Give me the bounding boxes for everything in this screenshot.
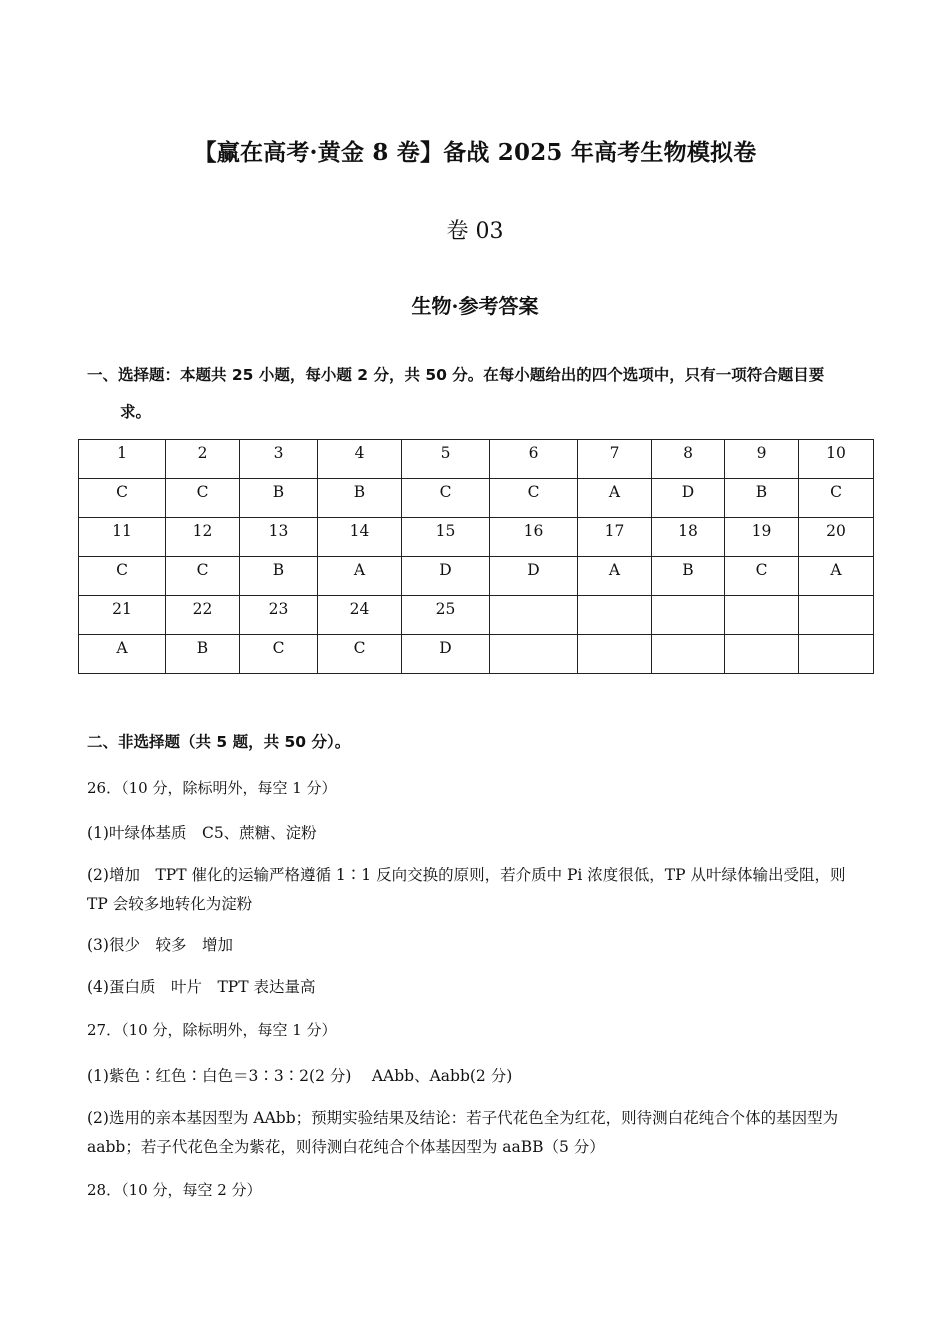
q26-answer-2: (2)增加 TPT 催化的运输严格遵循 1∶1 反向交换的原则，若介质中 Pi 浓度很低，TP 从叶绿体输出受阻，则 TP 会较多地转化为淀粉 [87, 866, 846, 913]
table-row [79, 479, 874, 518]
question-number-cell: 18 [652, 518, 725, 557]
paper-number: 卷 03 [446, 219, 504, 244]
answer-letter-cell: C [799, 479, 874, 518]
q26-answer-4: (4)蛋白质 叶片 TPT 表达量高 [87, 978, 316, 996]
question-number-cell: 20 [799, 518, 874, 557]
question-number-cell: 22 [166, 596, 240, 635]
answer-letter-cell: D [402, 635, 490, 674]
answer-letter-cell: C [166, 479, 240, 518]
answer-letter-cell [725, 635, 799, 674]
answer-letter-cell: C [79, 479, 166, 518]
question-number-cell: 3 [240, 440, 318, 479]
answer-letter-cell: A [799, 557, 874, 596]
question-number-cell: 13 [240, 518, 318, 557]
section2-heading: 二、非选择题（共 5 题，共 50 分）。 [87, 733, 351, 751]
document-title: 【赢在高考·黄金 8 卷】备战 2025 年高考生物模拟卷 [193, 139, 757, 166]
answer-letter-cell: B [318, 479, 402, 518]
question-number-cell: 4 [318, 440, 402, 479]
section1-heading-line1: 一、选择题：本题共 25 小题，每小题 2 分，共 50 分。在每小题给出的四个选项中，只有一项符合题目要 [87, 366, 825, 384]
section1-heading [87, 357, 867, 431]
answer-letter-cell [652, 635, 725, 674]
question-number-cell: 17 [578, 518, 652, 557]
section1-heading-line2: 求。 [120, 403, 152, 421]
answer-letter-cell: D [402, 557, 490, 596]
table-row [79, 635, 874, 674]
answer-letter-cell: C [490, 479, 578, 518]
answer-key-title: 生物·参考答案 [411, 294, 539, 318]
answer-letter-cell: C [725, 557, 799, 596]
question-number-cell [725, 596, 799, 635]
answer-table [78, 439, 874, 674]
answer-letter-cell [490, 635, 578, 674]
answer-letter-cell: B [166, 635, 240, 674]
q28-heading: 28．（10 分，每空 2 分） [87, 1181, 262, 1199]
answer-letter-cell [578, 635, 652, 674]
answer-letter-cell: A [578, 557, 652, 596]
answer-letter-cell: A [79, 635, 166, 674]
question-number-cell [578, 596, 652, 635]
answer-letter-cell: B [652, 557, 725, 596]
answer-letter-cell [799, 635, 874, 674]
q27-answer-2: (2)选用的亲本基因型为 AAbb；预期实验结果及结论：若子代花色全为红花，则待测白花纯合个体的基因型为 aabb；若子代花色全为紫花，则待测白花纯合个体基因型为 aaBB（5 分） [87, 1109, 839, 1156]
answer-letter-cell: B [240, 479, 318, 518]
answer-letter-cell: C [166, 557, 240, 596]
question-number-cell: 9 [725, 440, 799, 479]
answer-letter-cell: C [79, 557, 166, 596]
question-number-cell: 14 [318, 518, 402, 557]
question-number-cell: 16 [490, 518, 578, 557]
question-number-cell: 12 [166, 518, 240, 557]
answer-letter-cell: D [490, 557, 578, 596]
table-row [79, 557, 874, 596]
question-number-cell [490, 596, 578, 635]
answer-letter-cell: C [240, 635, 318, 674]
question-number-cell: 11 [79, 518, 166, 557]
q27-answer-1: (1)紫色∶红色∶白色＝3∶3∶2(2 分) AAbb、Aabb(2 分) [87, 1067, 513, 1085]
table-row [79, 518, 874, 557]
answer-letter-cell: B [725, 479, 799, 518]
question-number-cell: 15 [402, 518, 490, 557]
answer-letter-cell: D [652, 479, 725, 518]
answer-letter-cell: C [318, 635, 402, 674]
q26-answer-3: (3)很少 较多 增加 [87, 936, 233, 954]
question-number-cell [652, 596, 725, 635]
answer-letter-cell: C [402, 479, 490, 518]
question-number-cell: 19 [725, 518, 799, 557]
question-number-cell: 8 [652, 440, 725, 479]
question-number-cell: 1 [79, 440, 166, 479]
question-number-cell: 25 [402, 596, 490, 635]
question-number-cell: 6 [490, 440, 578, 479]
q26-heading: 26．（10 分，除标明外，每空 1 分） [87, 779, 337, 797]
table-row [79, 596, 874, 635]
question-number-cell: 10 [799, 440, 874, 479]
q26-answer-1: (1)叶绿体基质 C5、蔗糖、淀粉 [87, 824, 317, 842]
question-number-cell: 21 [79, 596, 166, 635]
question-number-cell [799, 596, 874, 635]
q27-heading: 27．（10 分，除标明外，每空 1 分） [87, 1021, 337, 1039]
question-number-cell: 24 [318, 596, 402, 635]
answer-letter-cell: A [318, 557, 402, 596]
answer-letter-cell: A [578, 479, 652, 518]
question-number-cell: 2 [166, 440, 240, 479]
question-number-cell: 23 [240, 596, 318, 635]
question-number-cell: 5 [402, 440, 490, 479]
question-number-cell: 7 [578, 440, 652, 479]
answer-letter-cell: B [240, 557, 318, 596]
table-row [79, 440, 874, 479]
